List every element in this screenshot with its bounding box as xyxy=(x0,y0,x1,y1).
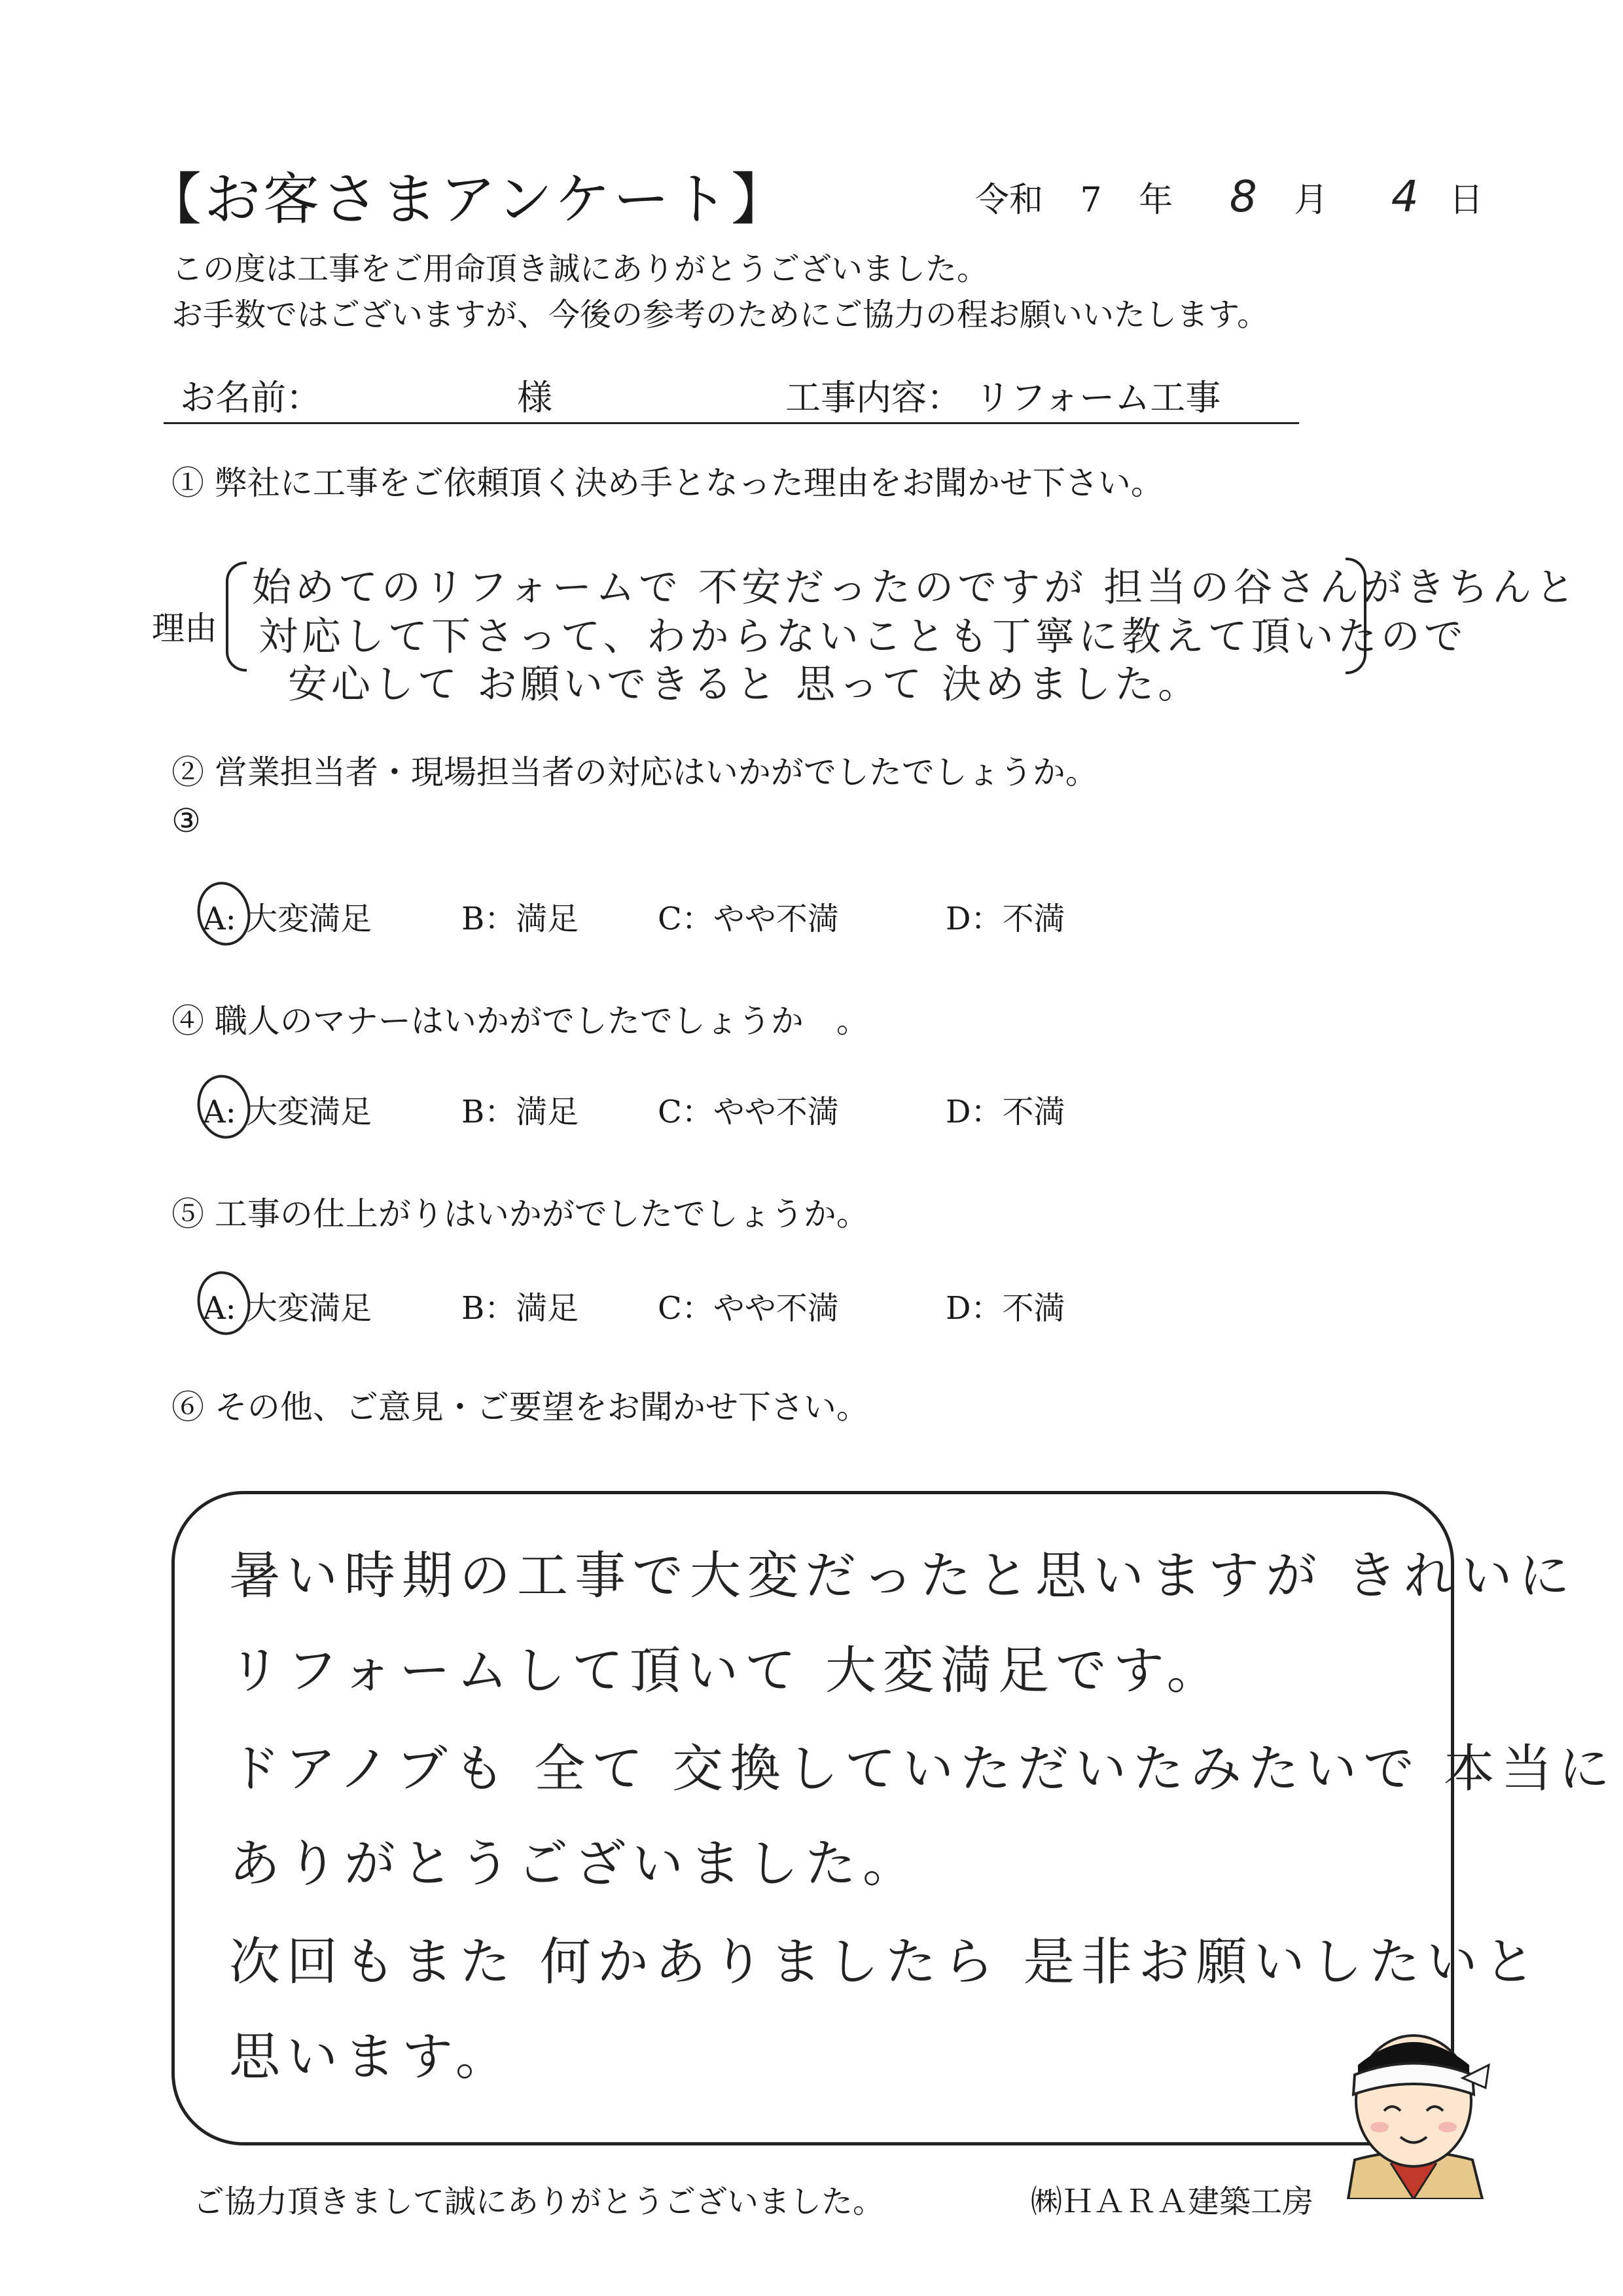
comment-line: 思います。 xyxy=(229,2028,513,2087)
comment-line: 次回もまた 何かありましたら 是非お願いしたいと xyxy=(229,1933,1542,1992)
reason-line: 始めてのリフォームで 不安だったのですが 担当の谷さんがきちんと xyxy=(252,565,1579,611)
choice-b[interactable]: B：満足 xyxy=(461,1094,579,1130)
selected-circle xyxy=(192,1266,257,1340)
selected-circle xyxy=(192,1070,257,1143)
reason-line: 安心して お願いできると 思って 決めました。 xyxy=(288,662,1202,708)
intro-line-2: お手数ではございますが、今後の参考のためにご協力の程お願いいたします。 xyxy=(171,296,1269,333)
date xyxy=(975,171,1483,222)
choice-c[interactable]: C：やや不満 xyxy=(658,1290,839,1327)
choice-c[interactable]: C：やや不満 xyxy=(658,901,839,937)
question-3: ③ xyxy=(171,802,201,840)
comment-line: 暑い時期の工事で大変だったと思いますが きれいに xyxy=(229,1547,1577,1605)
comment-line: ありがとうございました。 xyxy=(229,1835,921,1893)
question-1: ① 弊社に工事をご依頼頂く決め手となった理由をお聞かせ下さい。 xyxy=(171,464,1164,502)
honorific: 様 xyxy=(517,377,552,418)
work-label: 工事内容： xyxy=(785,377,962,418)
comment-line: ドアノブも 全て 交換していただいたみたいで 本当に xyxy=(229,1740,1616,1799)
date-year: 7 xyxy=(1080,181,1102,220)
choice-a-text: : 大変満足 xyxy=(225,1290,372,1327)
date-month-unit: 月 xyxy=(1294,181,1329,220)
reason-line: 対応して下さって、わからないことも丁寧に教えて頂いたので xyxy=(259,614,1467,660)
question-6: ⑥ その他、ご意見・ご要望をお聞かせ下さい。 xyxy=(171,1388,869,1426)
date-era: 令和 xyxy=(975,181,1044,220)
question-2: ② 営業担当者・現場担当者の対応はいかがでしたでしょうか。 xyxy=(171,753,1098,791)
company-name: ㈱ＨＡＲＡ建築工房 xyxy=(1031,2183,1314,2220)
choice-b[interactable]: B：満足 xyxy=(461,901,579,937)
choice-a-letter: A xyxy=(203,901,226,937)
date-year-unit: 年 xyxy=(1139,181,1173,220)
reason-label: 理由 xyxy=(152,609,217,647)
choice-c[interactable]: C：やや不満 xyxy=(658,1094,839,1130)
date-month: 8 xyxy=(1229,171,1257,222)
mascot-illustration xyxy=(1329,2003,1499,2199)
choice-b[interactable]: B：満足 xyxy=(461,1290,579,1327)
choice-a[interactable] xyxy=(203,893,372,939)
choice-a-text: : 大変満足 xyxy=(225,901,372,937)
choice-a-letter: A xyxy=(203,1290,226,1327)
selected-circle xyxy=(192,877,257,950)
footer-thanks: ご協力頂きまして誠にありがとうございました。 xyxy=(193,2183,885,2220)
reason-bracket-left xyxy=(226,562,247,672)
choice-a[interactable] xyxy=(203,1283,372,1328)
choice-d[interactable]: D：不満 xyxy=(946,1290,1065,1327)
choice-d[interactable]: D：不満 xyxy=(946,901,1065,937)
choice-a-letter: A xyxy=(203,1094,226,1130)
choice-a-text: : 大変満足 xyxy=(225,1094,372,1130)
intro-line-1: この度は工事をご用命頂き誠にありがとうございました。 xyxy=(171,251,989,287)
question-5: ⑤ 工事の仕上がりはいかがでしたでしょうか。 xyxy=(171,1195,869,1233)
choice-d[interactable]: D：不満 xyxy=(946,1094,1065,1130)
survey-title: 【お客さまアンケート】 xyxy=(145,167,790,232)
name-label: お名前： xyxy=(180,377,321,418)
date-day: 4 xyxy=(1391,171,1419,222)
choice-a[interactable] xyxy=(203,1086,372,1132)
comment-line: リフォームして頂いて 大変満足です。 xyxy=(229,1641,1224,1700)
question-4: ④ 職人のマナーはいかがでしたでしょうか 。 xyxy=(171,1002,869,1040)
date-day-unit: 日 xyxy=(1449,181,1484,220)
work-value: リフォーム工事 xyxy=(975,377,1221,418)
